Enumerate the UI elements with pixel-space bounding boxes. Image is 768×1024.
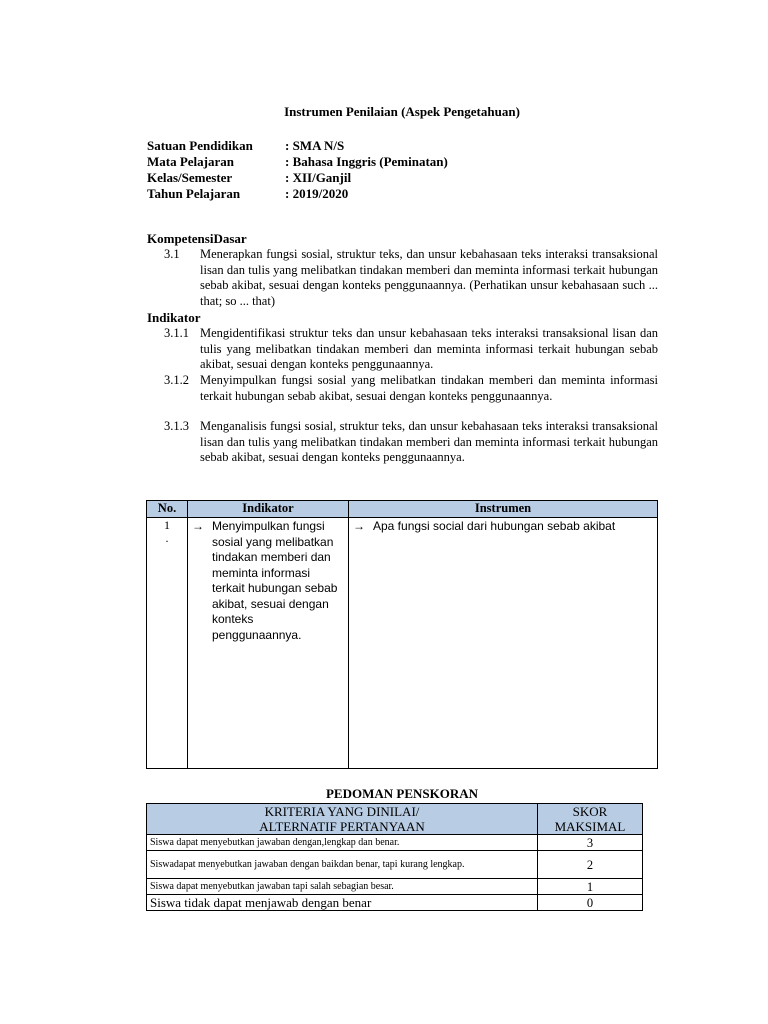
document-title: Instrumen Penilaian (Aspek Pengetahuan) [284, 104, 520, 119]
cell-instrumen [349, 518, 658, 769]
table-row [147, 518, 658, 769]
indikator-heading: Indikator [147, 310, 201, 325]
indikator-number: 3.1.3 [164, 419, 189, 433]
cell-indikator [188, 518, 349, 769]
instrument-table [146, 500, 658, 769]
kompetensi-number: 3.1 [164, 247, 180, 261]
header-kriteria-line2: ALTERNATIF PERTANYAAN [259, 819, 425, 834]
table-row [147, 879, 643, 895]
table-row [147, 851, 643, 879]
skor-cell: 1 [538, 879, 643, 895]
indikator-text: Menganalisis fungsi sosial, struktur teks, dan unsur kebahasaan teks interaksi transaksional lisan dan tulis yang melibatkan tindakan memberi dan meminta informasi terkait hubungan sebab akibat, sesuai dengan konteks penggunaannya. [200, 419, 658, 464]
kriteria-cell: Siswa tidak dapat menjawab dengan benar [147, 895, 538, 911]
bullet-text: Menyimpulkan fungsi sosial yang melibatkan tindakan memberi dan meminta informasi terkait hubungan sebab akibat, sesuai dengan konteks penggunaannya. [212, 519, 338, 642]
meta-label: Satuan Pendidikan [147, 138, 253, 153]
table-row [147, 835, 643, 851]
scoring-table [146, 803, 643, 911]
indikator-text: Menyimpulkan fungsi sosial yang melibatkan tindakan memberi dan meminta informasi terkait hubungan sebab akibat, sesuai dengan konteks penggunaannya. [200, 373, 658, 403]
header-skor-line2: MAKSIMAL [554, 819, 626, 834]
meta-value: : SMA N/S [285, 138, 345, 153]
row-number: 1 [164, 518, 170, 532]
header-skor [538, 804, 643, 835]
meta-value: : Bahasa Inggris (Peminatan) [285, 154, 448, 169]
scoring-title: PEDOMAN PENSKORAN [325, 786, 479, 801]
header-indikator: Indikator [188, 501, 349, 518]
header-kriteria-line1: KRITERIA YANG DINILAI/ [264, 804, 420, 819]
meta-block [147, 138, 448, 202]
indikator-item [164, 373, 658, 404]
kompetensi-item [164, 247, 658, 309]
meta-row-kelas [147, 170, 448, 186]
row-number-dot: . [165, 531, 169, 545]
indikator-text: Mengidentifikasi struktur teks dan unsur kebahasaan teks interaksi transaksional lisan dan tulis yang melibatkan tindakan memberi dan meminta informasi terkait hubungan sebab akibat, sesuai dengan konteks penggunaannya. [200, 326, 658, 371]
meta-value: : 2019/2020 [285, 186, 349, 201]
arrow-right-icon: → [353, 519, 365, 533]
kriteria-cell: Siswa dapat menyebutkan jawaban dengan,lengkap dan benar. [147, 835, 538, 851]
kompetensi-heading: KompetensiDasar [147, 231, 247, 246]
kriteria-cell: Siswa dapat menyebutkan jawaban tapi salah sebagian besar. [147, 879, 538, 895]
cell-no [147, 518, 188, 769]
table-header-row [147, 501, 658, 518]
indikator-item [164, 326, 658, 373]
scoring-header-row [147, 804, 643, 835]
kriteria-cell: Siswadapat menyebutkan jawaban dengan baikdan benar, tapi kurang lengkap. [147, 851, 538, 879]
header-instrumen: Instrumen [349, 501, 658, 518]
skor-cell: 3 [538, 835, 643, 851]
instrumen-bullet [349, 518, 657, 536]
header-skor-line1: SKOR [572, 804, 608, 819]
header-no: No. [147, 501, 188, 518]
meta-label: Mata Pelajaran [147, 154, 235, 169]
skor-cell: 0 [538, 895, 643, 911]
header-kriteria [147, 804, 538, 835]
indikator-number: 3.1.1 [164, 326, 189, 340]
bullet-text: Apa fungsi social dari hubungan sebab akibat [373, 519, 616, 533]
table-row [147, 895, 643, 911]
meta-value: : XII/Ganjil [285, 170, 352, 185]
kompetensi-text: Menerapkan fungsi sosial, struktur teks, dan unsur kebahasaan teks interaksi transaksional lisan dan tulis yang melibatkan tindakan memberi dan meminta informasi terkait hubungan sebab akibat, sesuai dengan konteks penggunaannya. (Perhatikan unsur kebahasaan such ... that; so ... that) [200, 247, 658, 308]
meta-label: Kelas/Semester [147, 170, 233, 185]
arrow-right-icon: → [192, 519, 204, 533]
indikator-number: 3.1.2 [164, 373, 189, 387]
meta-row-satuan [147, 138, 448, 154]
indikator-bullet [188, 518, 348, 644]
indikator-item [164, 419, 658, 466]
meta-label: Tahun Pelajaran [147, 186, 241, 201]
meta-row-tahun [147, 186, 448, 202]
skor-cell: 2 [538, 851, 643, 879]
meta-row-mapel [147, 154, 448, 170]
